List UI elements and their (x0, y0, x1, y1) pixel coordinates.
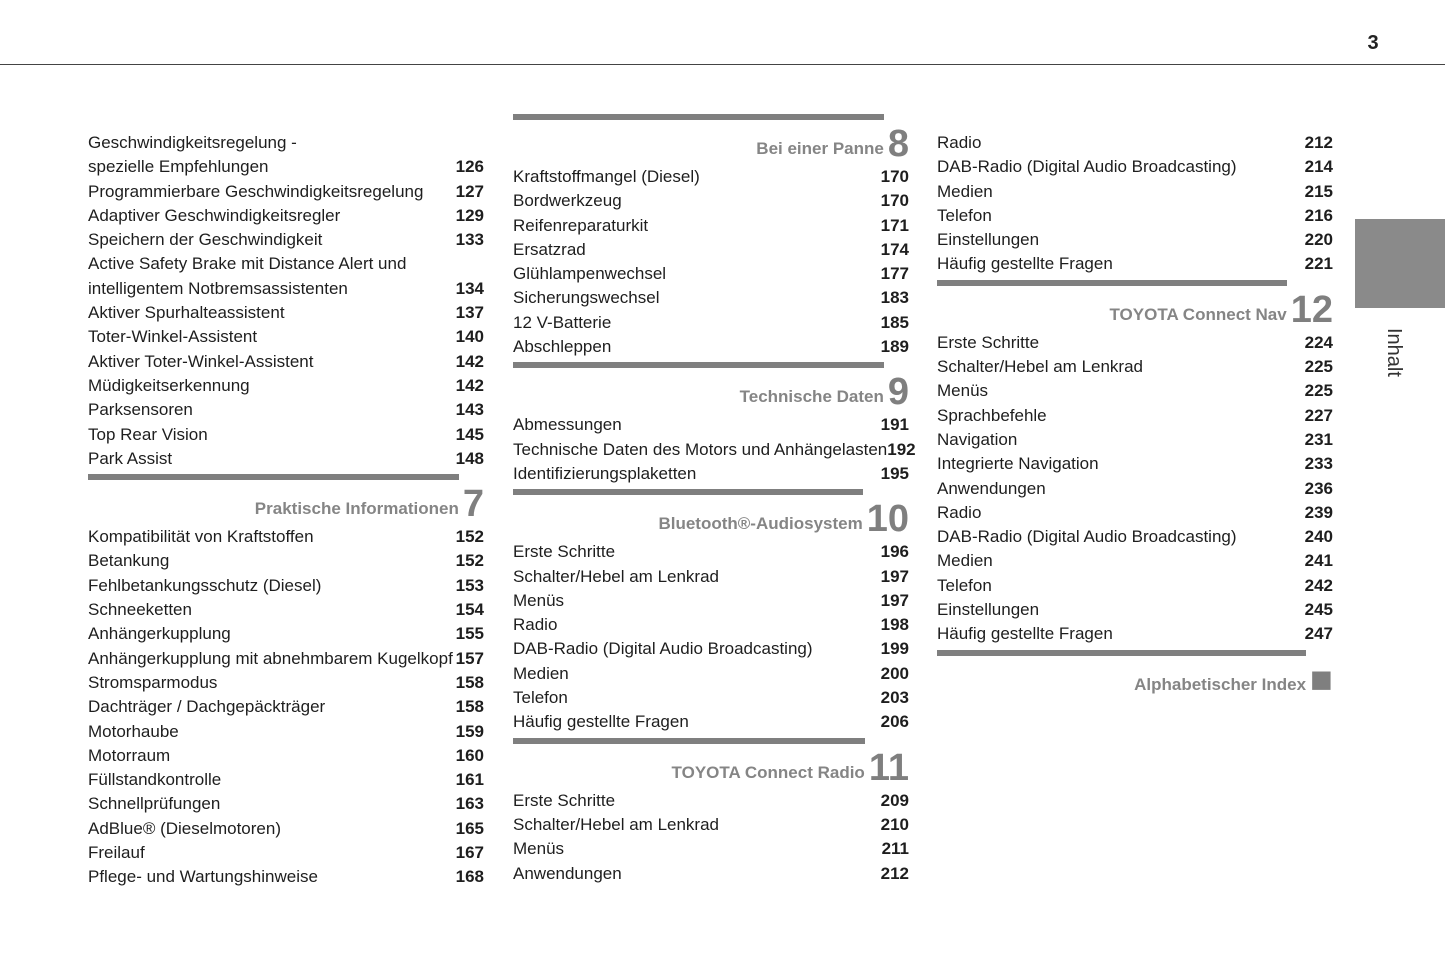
entry-title: Betankung (88, 551, 170, 571)
entry-title: Freilauf (88, 843, 145, 863)
toc-entry[interactable] (88, 447, 484, 471)
section-rule (513, 362, 884, 368)
entry-page: 161 (455, 770, 484, 790)
entry-title: Erste Schritte (513, 542, 616, 562)
entry-page: 247 (1304, 624, 1333, 644)
entry-page: 170 (880, 167, 909, 186)
section-rule (513, 738, 865, 744)
entry-title: Adaptiver Geschwindigkeitsregler (88, 205, 341, 225)
toc-entry[interactable] (937, 428, 1333, 452)
toc-entry[interactable] (937, 331, 1333, 355)
toc-entry[interactable] (88, 374, 484, 398)
toc-entry[interactable] (513, 214, 909, 238)
toc-entry[interactable] (88, 841, 484, 865)
entry-page: 241 (1304, 551, 1333, 571)
entry-title: Speichern der Geschwindigkeit (88, 230, 323, 250)
section-header-alphabetischer-index[interactable] (937, 653, 1333, 701)
toc-column-2 (513, 123, 916, 886)
entry-page: 133 (455, 230, 484, 250)
entry-page: 167 (455, 843, 484, 863)
page-number: 3 (1367, 32, 1379, 54)
entry-page: 209 (880, 790, 909, 810)
entry-title: Geschwindigkeitsregelung - (88, 133, 297, 152)
entry-title: Medien (513, 663, 569, 683)
entry-title: Häufig gestellte Fragen (937, 624, 1113, 644)
entry-title: spezielle Empfehlungen (88, 157, 269, 177)
entry-page: 168 (455, 867, 484, 887)
entry-title: Häufig gestellte Fragen (513, 712, 689, 732)
entry-title: Bordwerkzeug (513, 191, 622, 211)
header-rule (0, 64, 1445, 65)
toc-entry[interactable] (88, 574, 484, 598)
entry-page: 126 (455, 157, 484, 177)
section-title: Bluetooth®-Audiosystem (658, 514, 863, 534)
entry-page: 140 (455, 327, 484, 347)
toc-entry[interactable] (513, 589, 909, 613)
entry-title: Identifizierungsplaketten (513, 463, 697, 483)
toc-entry[interactable] (88, 301, 484, 325)
toc-entry[interactable] (88, 325, 484, 349)
toc-entry[interactable] (88, 817, 484, 841)
entry-page: 129 (455, 205, 484, 225)
section-title: Technische Daten (739, 387, 884, 407)
toc-entry[interactable] (513, 565, 909, 589)
entry-title: Programmierbare Geschwindigkeitsregelung (88, 181, 424, 201)
entry-title: Fehlbetankungsschutz (Diesel) (88, 575, 322, 595)
entry-title: Radio (937, 502, 982, 522)
entry-page: 236 (1304, 478, 1333, 498)
toc-entry[interactable] (88, 598, 484, 622)
toc-entry[interactable] (937, 501, 1333, 525)
entry-page: 198 (880, 615, 909, 635)
entry-page: 192 (887, 439, 916, 459)
entry-page: 185 (880, 312, 909, 332)
toc-entry[interactable] (88, 155, 484, 179)
toc-entry[interactable] (88, 228, 484, 252)
section-rule (937, 650, 1306, 656)
entry-page: 177 (880, 264, 909, 284)
toc-entry[interactable] (513, 813, 909, 837)
toc-entry[interactable] (513, 540, 909, 564)
entry-title: Anwendungen (937, 478, 1046, 498)
toc-entry[interactable] (513, 238, 909, 262)
entry-title: DAB-Radio (Digital Audio Broadcasting) (937, 527, 1237, 547)
entry-page: 212 (880, 863, 909, 883)
toc-entry[interactable] (513, 662, 909, 686)
entry-title: Menüs (513, 839, 565, 859)
entry-title: DAB-Radio (Digital Audio Broadcasting) (937, 157, 1237, 177)
toc-entry[interactable] (937, 622, 1333, 646)
entry-page: 211 (881, 839, 909, 859)
entry-page: 225 (1304, 357, 1333, 377)
entry-page: 206 (880, 712, 909, 732)
entry-title: Motorhaube (88, 721, 179, 741)
entry-title: Stromsparmodus (88, 672, 218, 692)
toc-entry[interactable] (937, 598, 1333, 622)
section-title: Bei einer Panne (756, 139, 884, 158)
toc-entry[interactable] (513, 335, 909, 359)
section-title: TOYOTA Connect Nav (1109, 304, 1287, 324)
entry-page: 159 (455, 721, 484, 741)
toc-entry[interactable] (937, 252, 1333, 276)
entry-title: Schalter/Hebel am Lenkrad (513, 566, 720, 586)
entry-page: 200 (880, 663, 909, 683)
entry-page: 221 (1304, 254, 1333, 274)
entry-title: Glühlampenwechsel (513, 264, 667, 284)
entry-title: Pflege- und Wartungshinweise (88, 867, 318, 887)
entry-page: 152 (455, 527, 484, 547)
toc-entry[interactable] (937, 549, 1333, 573)
entry-page: 233 (1304, 454, 1333, 474)
entry-title: Menüs (937, 381, 989, 401)
entry-title: Einstellungen (937, 600, 1040, 620)
entry-title: Kompatibilität von Kraftstoffen (88, 527, 314, 547)
entry-title: 12 V-Batterie (513, 312, 612, 332)
toc-entry[interactable] (937, 355, 1333, 379)
section-rule (513, 489, 863, 495)
entry-title: Anhängerkupplung mit abnehmbarem Kugelkopf (88, 648, 453, 668)
entry-title: Schalter/Hebel am Lenkrad (513, 814, 720, 834)
entry-title: Dachträger / Dachgepäckträger (88, 697, 326, 717)
entry-title: Telefon (937, 575, 992, 595)
entry-page: 239 (1304, 502, 1333, 522)
entry-title: Erste Schritte (513, 790, 616, 810)
entry-title: DAB-Radio (Digital Audio Broadcasting) (513, 639, 813, 659)
entry-title: Kraftstoffmangel (Diesel) (513, 167, 700, 186)
entry-page: 170 (880, 191, 909, 211)
toc-entry[interactable] (88, 792, 484, 816)
entry-title: Toter-Winkel-Assistent (88, 327, 258, 347)
entry-title: Park Assist (88, 448, 173, 468)
entry-page: 158 (455, 697, 484, 717)
toc-entry[interactable] (513, 311, 909, 335)
entry-title: Häufig gestellte Fragen (937, 254, 1113, 274)
section-rule (88, 474, 459, 480)
toc-entry[interactable] (88, 423, 484, 447)
toc-entry[interactable] (937, 204, 1333, 228)
toc-entry[interactable] (513, 686, 909, 710)
entry-title: Ersatzrad (513, 239, 586, 259)
toc-entry[interactable] (513, 789, 909, 813)
entry-title: Einstellungen (937, 230, 1040, 250)
toc-entry[interactable] (937, 525, 1333, 549)
entry-page: 127 (455, 181, 484, 201)
entry-page: 225 (1304, 381, 1333, 401)
entry-title: Radio (937, 133, 982, 152)
toc-entry[interactable] (513, 413, 909, 437)
entry-title: Müdigkeitserkennung (88, 375, 250, 395)
entry-page: 197 (880, 590, 909, 610)
toc-entry[interactable] (88, 622, 484, 646)
entry-title: Anwendungen (513, 863, 622, 883)
entry-page: 189 (880, 337, 909, 357)
toc-entry[interactable] (513, 710, 909, 734)
entry-title: AdBlue® (Dieselmotoren) (88, 818, 281, 838)
entry-page: 195 (880, 463, 909, 483)
entry-title: Abmessungen (513, 415, 622, 435)
toc-entry[interactable] (88, 647, 484, 671)
entry-page: 137 (455, 303, 484, 323)
entry-page: 212 (1304, 133, 1333, 152)
toc-entry[interactable] (937, 155, 1333, 179)
toc-entry[interactable] (88, 865, 484, 889)
section-rule (513, 114, 884, 120)
entry-title: intelligentem Notbremsassistenten (88, 278, 348, 298)
entry-title: Navigation (937, 429, 1018, 449)
section-header-bluetooth-audiosystem[interactable] (513, 492, 909, 540)
entry-title: Medien (937, 551, 993, 571)
toc-column-1 (88, 131, 484, 890)
entry-page: 224 (1304, 332, 1333, 352)
entry-title: Aktiver Spurhalteassistent (88, 303, 285, 323)
toc-entry[interactable] (937, 131, 1333, 155)
toc-entry[interactable] (88, 695, 484, 719)
toc-entry[interactable] (513, 262, 909, 286)
section-number: 8 (887, 123, 909, 165)
toc-entry[interactable] (88, 549, 484, 573)
entry-title: Menüs (513, 590, 565, 610)
chapter-tab-label: Inhalt (1383, 328, 1405, 377)
entry-page: 231 (1304, 429, 1333, 449)
section-header-toyota-connect-nav[interactable] (937, 283, 1333, 331)
entry-page: 171 (880, 215, 909, 235)
toc-entry[interactable] (937, 404, 1333, 428)
toc-entry[interactable] (88, 277, 484, 301)
section-number: 10 (866, 498, 909, 541)
toc-entry[interactable] (513, 462, 909, 486)
entry-page: 242 (1304, 575, 1333, 595)
toc-entry[interactable] (88, 720, 484, 744)
entry-page: 191 (880, 415, 909, 435)
entry-page: 197 (880, 566, 909, 586)
entry-page: 227 (1304, 405, 1333, 425)
toc-entry[interactable] (513, 165, 909, 189)
entry-page: 158 (455, 672, 484, 692)
entry-title: Schalter/Hebel am Lenkrad (937, 357, 1144, 377)
entry-page: 216 (1304, 205, 1333, 225)
entry-page: 240 (1304, 527, 1333, 547)
entry-page: 142 (455, 375, 484, 395)
entry-page: 143 (455, 400, 484, 420)
entry-page: 154 (455, 600, 484, 620)
entry-title: Füllstandkontrolle (88, 770, 222, 790)
entry-page: 183 (880, 288, 909, 308)
toc-entry[interactable] (513, 286, 909, 310)
section-title: Praktische Informationen (254, 499, 459, 519)
toc-entry[interactable] (88, 252, 484, 276)
toc-entry[interactable] (513, 837, 909, 861)
toc-entry[interactable] (937, 574, 1333, 598)
section-header-toyota-connect-radio[interactable] (513, 741, 909, 789)
entry-page: 157 (455, 648, 484, 668)
toc-entry[interactable] (513, 862, 909, 886)
entry-title: Active Safety Brake mit Distance Alert und (88, 254, 407, 274)
toc-entry[interactable] (513, 637, 909, 661)
entry-title: Schnellprüfungen (88, 794, 221, 814)
toc-entry[interactable] (513, 613, 909, 637)
toc-entry[interactable] (88, 671, 484, 695)
toc-entry[interactable] (937, 452, 1333, 476)
section-number: 7 (462, 483, 484, 526)
entry-page: 155 (455, 624, 484, 644)
entry-page: 163 (455, 794, 484, 814)
entry-page: 210 (880, 814, 909, 834)
entry-title: Parksensoren (88, 400, 193, 420)
entry-title: Radio (513, 615, 558, 635)
entry-page: 203 (880, 688, 909, 708)
toc-entry[interactable] (88, 768, 484, 792)
entry-title: Technische Daten des Motors und Anhängelasten (513, 439, 888, 459)
entry-title: Integrierte Navigation (937, 454, 1099, 474)
entry-page: 220 (1304, 230, 1333, 250)
toc-column-3 (937, 131, 1333, 701)
entry-title: Telefon (513, 688, 568, 708)
entry-page: 148 (455, 448, 484, 468)
entry-title: Reifenreparaturkit (513, 215, 649, 235)
toc-entry[interactable] (88, 180, 484, 204)
section-number: 9 (887, 371, 909, 414)
toc-entry[interactable] (88, 398, 484, 422)
entry-page: 215 (1304, 181, 1333, 201)
section-title: TOYOTA Connect Radio (671, 762, 865, 782)
toc-entry[interactable] (513, 438, 916, 462)
entry-page: 145 (455, 424, 484, 444)
entry-title: Top Rear Vision (88, 424, 208, 444)
toc-entry[interactable] (937, 477, 1333, 501)
toc-entry[interactable] (88, 131, 484, 155)
section-number: ■ (1310, 658, 1333, 701)
entry-title: Motorraum (88, 745, 171, 765)
toc-entry[interactable] (88, 744, 484, 768)
entry-title: Sprachbefehle (937, 405, 1047, 425)
entry-page: 153 (455, 575, 484, 595)
entry-page: 174 (880, 239, 909, 259)
entry-title: Sicherungswechsel (513, 288, 660, 308)
chapter-tab[interactable] (1355, 219, 1445, 308)
toc-entry[interactable] (88, 350, 484, 374)
section-header-praktische-informationen[interactable] (88, 477, 484, 525)
section-number: 11 (868, 746, 909, 789)
entry-title: Erste Schritte (937, 332, 1040, 352)
entry-page: 134 (455, 278, 484, 298)
section-header-technische-daten[interactable] (513, 365, 909, 413)
entry-page: 165 (455, 818, 484, 838)
section-rule (937, 280, 1287, 286)
entry-title: Schneeketten (88, 600, 192, 620)
toc-entry[interactable] (513, 189, 909, 213)
entry-page: 199 (880, 639, 909, 659)
entry-title: Medien (937, 181, 993, 201)
entry-title: Aktiver Toter-Winkel-Assistent (88, 351, 314, 371)
toc-entry[interactable] (88, 525, 484, 549)
entry-page: 245 (1304, 600, 1333, 620)
entry-title: Telefon (937, 205, 992, 225)
entry-page: 142 (455, 351, 484, 371)
section-title: Alphabetischer Index (1134, 674, 1307, 694)
entry-page: 152 (455, 551, 484, 571)
toc-entry[interactable] (937, 228, 1333, 252)
section-number: 12 (1290, 288, 1333, 331)
entry-title: Abschleppen (513, 337, 612, 357)
entry-page: 160 (455, 745, 484, 765)
section-header-bei-einer-panne[interactable] (513, 117, 909, 165)
entry-page: 214 (1304, 157, 1333, 177)
toc-entry[interactable] (88, 204, 484, 228)
entry-title: Anhängerkupplung (88, 624, 231, 644)
toc-entry[interactable] (937, 180, 1333, 204)
entry-page: 196 (880, 542, 909, 562)
toc-entry[interactable] (937, 379, 1333, 403)
